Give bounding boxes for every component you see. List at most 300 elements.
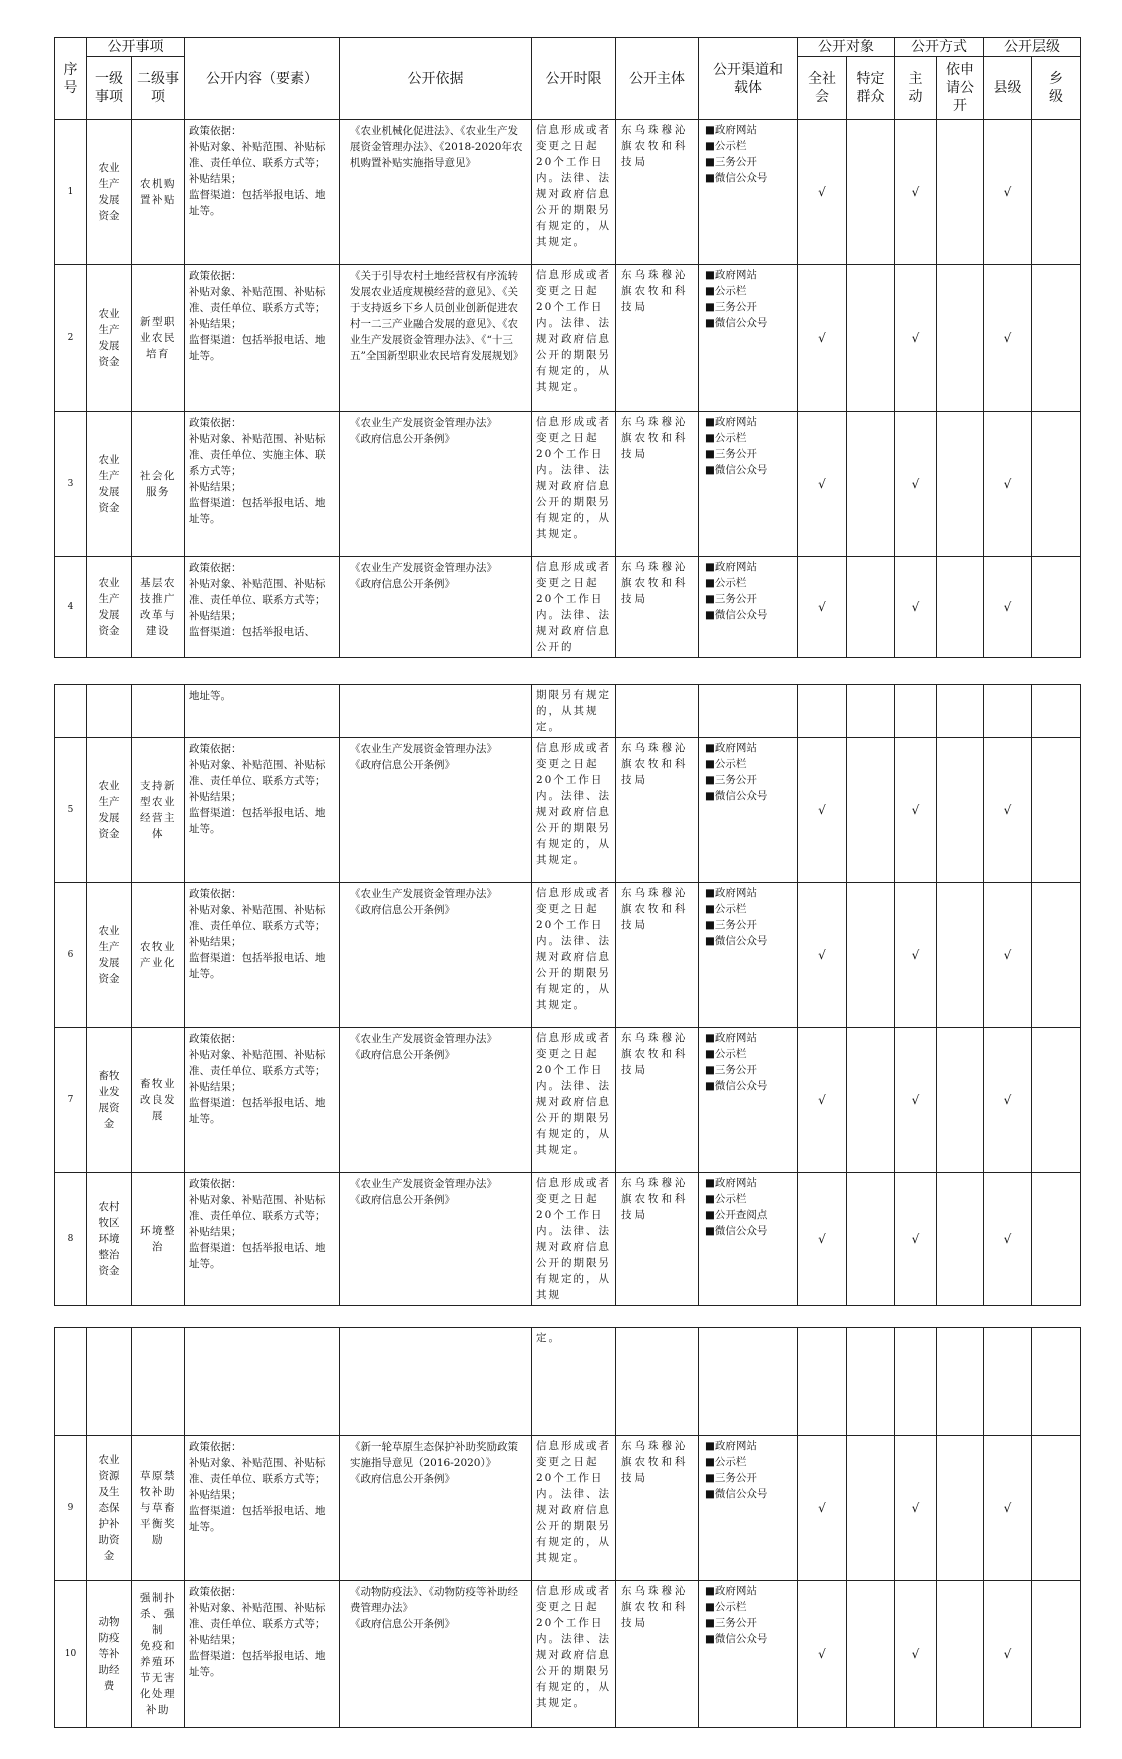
row-time-text: 信息形成或者变更之日起20个工作日内。法律、法规对政府信息公开的期限另有规定的，从其规定。	[536, 742, 611, 866]
check-township	[1032, 883, 1081, 1028]
row-basis	[340, 412, 532, 557]
check-all-society	[798, 120, 847, 265]
row-subject-text: 东乌珠穆沁旗农牧和科技局	[621, 124, 689, 168]
check-specific-group	[847, 412, 895, 557]
row-level2	[132, 265, 185, 412]
row-time	[532, 120, 616, 265]
content-line: 监督渠道：包括举报电话、地址等。	[189, 1242, 326, 1270]
content-line: 补贴结果；	[189, 1634, 242, 1646]
checkmark-icon: √	[818, 1093, 826, 1107]
table-row	[55, 120, 1081, 265]
row-seq-text: 9	[67, 1503, 74, 1513]
check-county	[984, 738, 1032, 883]
row-time-text: 信息形成或者变更之日起20个工作日内。法律、法规对政府信息公开的期限另有规定的，从其规定。	[536, 269, 611, 393]
checkmark-icon: √	[1003, 331, 1012, 345]
header-time: 公开时限	[532, 38, 616, 120]
content-line: 补贴对象、补贴范围、补贴标准、责任单位、联系方式等；	[189, 759, 326, 787]
channel-item: ■三务公开	[705, 156, 757, 168]
table-row	[55, 412, 1081, 557]
check-specific-group	[847, 883, 895, 1028]
row-time-text: 信息形成或者变更之日起20个工作日内。法律、法规对政府信息公开的期限另有规定的，从其规定。	[536, 1032, 611, 1156]
table-row	[55, 1173, 1081, 1306]
content-line: 政策依据：	[189, 743, 242, 755]
check-active	[895, 1581, 937, 1728]
check-county	[984, 120, 1032, 265]
check-all-society	[798, 1028, 847, 1173]
row-basis	[340, 557, 532, 658]
row-level1	[87, 1028, 132, 1173]
row-subject	[616, 1173, 699, 1306]
check-all-society	[798, 883, 847, 1028]
row-content	[185, 412, 340, 557]
row-level2-text: 环境整 治	[140, 1225, 176, 1253]
channel-item: ■公示栏	[705, 577, 747, 589]
row-level2-text: 草原禁 牧补助 与草畜 平衡奖 励	[140, 1470, 176, 1546]
row-level2-text: 新型职 业农民 培育	[140, 316, 176, 360]
channel-item: ■公示栏	[705, 285, 747, 297]
content-line: 监督渠道：包括举报电话、地址等。	[189, 189, 326, 217]
check-active	[895, 1028, 937, 1173]
channel-item: ■政府网站	[705, 269, 757, 281]
channel-item: ■三务公开	[705, 774, 757, 786]
row-channels	[699, 1028, 798, 1173]
row-channels	[699, 1436, 798, 1581]
check-county	[984, 1028, 1032, 1173]
check-all-society	[798, 557, 847, 658]
checkmark-icon: √	[1003, 477, 1012, 491]
check-on-request	[937, 557, 984, 658]
check-specific-group	[847, 265, 895, 412]
row-level2	[132, 738, 185, 883]
row-seq-text: 2	[67, 333, 74, 343]
row-basis	[340, 1028, 532, 1173]
check-active	[895, 265, 937, 412]
checkmark-icon: √	[1003, 1647, 1012, 1661]
row-time-text: 信息形成或者变更之日起20个工作日内。法律、法规对政府信息公开的期限另有规定的，从其规	[536, 1177, 611, 1301]
row-level2	[132, 1436, 185, 1581]
row-level1-text: 农村 牧区 环境 整治 资金	[98, 1201, 120, 1277]
content-line: 补贴结果；	[189, 610, 242, 622]
row-level1	[87, 412, 132, 557]
row-content	[185, 1028, 340, 1173]
check-on-request	[937, 1028, 984, 1173]
row-basis-text: 《新一轮草原生态保护补助奖励政策实施指导意见（2016-2020）》 《政府信息公开条例》	[350, 1441, 518, 1485]
checkmark-icon: √	[818, 948, 826, 962]
row-level1-text: 农业 生产 发展 资金	[98, 308, 120, 368]
check-county	[984, 1436, 1032, 1581]
checkmark-icon: √	[911, 477, 920, 491]
row-subject	[616, 883, 699, 1028]
channel-item: ■公示栏	[705, 432, 747, 444]
row-seq	[55, 1436, 87, 1581]
row-content	[185, 120, 340, 265]
row-channels	[699, 738, 798, 883]
row-level1	[87, 120, 132, 265]
table-row-continued	[55, 1328, 1081, 1436]
row-seq-text: 4	[67, 602, 74, 612]
checkmark-icon: √	[911, 331, 920, 345]
row-subject	[616, 1028, 699, 1173]
row-time	[532, 1028, 616, 1173]
row-subject	[616, 265, 699, 412]
row-time-text: 信息形成或者变更之日起20个工作日内。法律、法规对政府信息公开的	[536, 561, 611, 653]
row-seq	[55, 120, 87, 265]
row-seq	[55, 265, 87, 412]
content-line: 补贴对象、补贴范围、补贴标准、责任单位、联系方式等；	[189, 1194, 326, 1222]
header-active: 主 动	[895, 57, 937, 120]
row-time	[532, 1173, 616, 1306]
channel-item: ■政府网站	[705, 1440, 757, 1452]
checkmark-icon: √	[818, 803, 826, 817]
row-level1	[87, 1436, 132, 1581]
check-county	[984, 265, 1032, 412]
content-line: 补贴结果；	[189, 1489, 242, 1501]
content-line: 监督渠道：包括举报电话、地址等。	[189, 497, 326, 525]
row-seq-text: 7	[67, 1095, 74, 1105]
header-level1: 一级 事项	[87, 57, 132, 120]
row-time	[532, 265, 616, 412]
channel-item: ■三务公开	[705, 593, 757, 605]
checkmark-icon: √	[1003, 803, 1012, 817]
header-level2: 二级事 项	[132, 57, 185, 120]
content-line: 补贴对象、补贴范围、补贴标准、责任单位、联系方式等；	[189, 578, 326, 606]
channel-item: ■微信公众号	[705, 1080, 768, 1092]
table-row	[55, 265, 1081, 412]
channel-item: ■微信公众号	[705, 609, 768, 621]
row-time-text: 信息形成或者变更之日起20个工作日内。法律、法规对政府信息公开的期限另有规定的，从其规定。	[536, 416, 611, 540]
row-basis-text: 《农业机械化促进法》、《农业生产发展资金管理办法》、《2018-2020年农机购置补贴实施指导意见》	[350, 125, 523, 169]
check-township	[1032, 1028, 1081, 1173]
row-level2-text: 社会化 服务	[140, 470, 176, 498]
content-line: 补贴结果；	[189, 481, 242, 493]
content-line: 政策依据：	[189, 125, 242, 137]
header-level-group: 公开层级	[984, 38, 1081, 57]
header-method-group: 公开方式	[895, 38, 984, 57]
channel-item: ■微信公众号	[705, 172, 768, 184]
row-level2-text: 基层农 技推广 改革与 建设	[140, 577, 176, 637]
row-basis-text: 《动物防疫法》、《动物防疫等补助经费管理办法》 《政府信息公开条例》	[350, 1586, 518, 1630]
table-row	[55, 883, 1081, 1028]
row-seq	[55, 557, 87, 658]
channel-item: ■三务公开	[705, 301, 757, 313]
content-line: 补贴对象、补贴范围、补贴标准、责任单位、实施主体、联系方式等；	[189, 433, 326, 477]
row-level1-text: 农业 生产 发展 资金	[98, 454, 120, 514]
checkmark-icon: √	[1003, 1501, 1012, 1515]
row-channels	[699, 1173, 798, 1306]
row-seq-text: 8	[67, 1234, 74, 1244]
check-specific-group	[847, 1581, 895, 1728]
checkmark-icon: √	[1003, 185, 1012, 199]
row-seq	[55, 1028, 87, 1173]
content-line: 补贴结果；	[189, 318, 242, 330]
check-on-request	[937, 120, 984, 265]
row-basis-text: 《农业生产发展资金管理办法》 《政府信息公开条例》	[350, 562, 497, 590]
checkmark-icon: √	[911, 1093, 920, 1107]
row-channels	[699, 557, 798, 658]
row-basis-text: 《农业生产发展资金管理办法》 《政府信息公开条例》	[350, 1033, 497, 1061]
row-basis-text: 《农业生产发展资金管理办法》 《政府信息公开条例》	[350, 1178, 497, 1206]
channel-item: ■政府网站	[705, 1177, 757, 1189]
check-township	[1032, 412, 1081, 557]
content-line: 补贴对象、补贴范围、补贴标准、责任单位、联系方式等；	[189, 1049, 326, 1077]
row-seq	[55, 1173, 87, 1306]
channel-item: ■政府网站	[705, 561, 757, 573]
header-county: 县级	[984, 57, 1032, 120]
channel-item: ■微信公众号	[705, 790, 768, 802]
row-time-text: 信息形成或者变更之日起20个工作日内。法律、法规对政府信息公开的期限另有规定的，从其规定。	[536, 887, 611, 1011]
row-level1-text: 农业 生产 发展 资金	[98, 577, 120, 637]
content-continued: 地址等。	[185, 685, 340, 738]
row-level1	[87, 738, 132, 883]
checkmark-icon: √	[911, 803, 920, 817]
row-level1-text: 农业 生产 发展 资金	[98, 925, 120, 985]
row-seq-text: 10	[64, 1649, 77, 1659]
channel-item: ■三务公开	[705, 448, 757, 460]
content-line: 补贴对象、补贴范围、补贴标准、责任单位、联系方式等；	[189, 1457, 326, 1485]
check-on-request	[937, 883, 984, 1028]
checkmark-icon: √	[818, 600, 826, 614]
check-township	[1032, 120, 1081, 265]
row-level1-text: 畜牧 业发 展资 金	[98, 1070, 120, 1130]
check-all-society	[798, 1581, 847, 1728]
checkmark-icon: √	[911, 948, 920, 962]
row-basis	[340, 1173, 532, 1306]
channel-item: ■微信公众号	[705, 1225, 768, 1237]
check-all-society	[798, 1173, 847, 1306]
channel-item: ■公示栏	[705, 758, 747, 770]
check-on-request	[937, 1436, 984, 1581]
row-level1	[87, 883, 132, 1028]
table-row	[55, 738, 1081, 883]
check-township	[1032, 1173, 1081, 1306]
content-line: 监督渠道：包括举报电话、地址等。	[189, 1650, 326, 1678]
checkmark-icon: √	[818, 1501, 826, 1515]
checkmark-icon: √	[818, 331, 826, 345]
row-subject-text: 东乌珠穆沁旗农牧和科技局	[621, 1177, 689, 1221]
row-level2-text: 农牧业 产业化	[140, 941, 176, 969]
table-page-1	[54, 37, 1080, 658]
header-subject: 公开主体	[616, 38, 699, 120]
check-specific-group	[847, 1028, 895, 1173]
channel-item: ■公示栏	[705, 140, 747, 152]
row-seq	[55, 412, 87, 557]
checkmark-icon: √	[911, 600, 920, 614]
channel-item: ■微信公众号	[705, 1633, 768, 1645]
channel-item: ■三务公开	[705, 1064, 757, 1076]
header-seq: 序 号	[55, 38, 87, 120]
check-active	[895, 738, 937, 883]
table-page-2	[54, 684, 1080, 1306]
channel-item: ■政府网站	[705, 1032, 757, 1044]
row-content	[185, 1173, 340, 1306]
row-time	[532, 412, 616, 557]
disclosure-table	[54, 37, 1081, 658]
row-level2	[132, 1173, 185, 1306]
row-subject-text: 东乌珠穆沁旗农牧和科技局	[621, 561, 689, 605]
row-level2-text: 畜牧业 改良发 展	[140, 1078, 176, 1122]
checkmark-icon: √	[1003, 600, 1012, 614]
check-township	[1032, 738, 1081, 883]
table-row	[55, 557, 1081, 658]
row-content	[185, 883, 340, 1028]
row-channels	[699, 412, 798, 557]
check-on-request	[937, 1581, 984, 1728]
row-seq	[55, 1581, 87, 1728]
row-content	[185, 265, 340, 412]
content-line: 补贴对象、补贴范围、补贴标准、责任单位、联系方式等；	[189, 1602, 326, 1630]
table-row-continued	[55, 685, 1081, 738]
check-active	[895, 120, 937, 265]
content-line: 监督渠道：包括举报电话、地址等。	[189, 334, 326, 362]
check-specific-group	[847, 1173, 895, 1306]
header-township: 乡 级	[1032, 57, 1081, 120]
row-level2-text: 支持新 型农业 经营主 体	[140, 780, 176, 840]
content-line: 政策依据：	[189, 1441, 242, 1453]
row-time	[532, 883, 616, 1028]
row-channels	[699, 265, 798, 412]
content-line: 补贴对象、补贴范围、补贴标准、责任单位、联系方式等；	[189, 141, 326, 169]
row-seq-text: 3	[67, 479, 74, 489]
content-line: 政策依据：	[189, 888, 242, 900]
channel-item: ■三务公开	[705, 1472, 757, 1484]
check-specific-group	[847, 738, 895, 883]
row-subject-text: 东乌珠穆沁旗农牧和科技局	[621, 1585, 689, 1629]
row-subject-text: 东乌珠穆沁旗农牧和科技局	[621, 887, 689, 931]
checkmark-icon: √	[911, 1232, 920, 1246]
content-line: 监督渠道：包括举报电话、地址等。	[189, 1505, 326, 1533]
checkmark-icon: √	[1003, 1093, 1012, 1107]
channel-item: ■公示栏	[705, 1048, 747, 1060]
table-page-3	[54, 1327, 1080, 1728]
check-active	[895, 883, 937, 1028]
content-line: 补贴结果；	[189, 936, 242, 948]
checkmark-icon: √	[818, 1647, 826, 1661]
check-county	[984, 557, 1032, 658]
channel-item: ■政府网站	[705, 124, 757, 136]
row-subject-text: 东乌珠穆沁旗农牧和科技局	[621, 1440, 689, 1484]
row-seq	[55, 738, 87, 883]
row-subject	[616, 120, 699, 265]
channel-item: ■微信公众号	[705, 317, 768, 329]
content-line: 补贴结果；	[189, 791, 242, 803]
channel-item: ■政府网站	[705, 887, 757, 899]
row-subject-text: 东乌珠穆沁旗农牧和科技局	[621, 742, 689, 786]
content-line: 政策依据：	[189, 270, 242, 282]
row-level2-text: 农机购 置补贴	[140, 178, 176, 206]
check-active	[895, 412, 937, 557]
row-subject-text: 东乌珠穆沁旗农牧和科技局	[621, 1032, 689, 1076]
row-subject	[616, 1436, 699, 1581]
content-line: 补贴结果；	[189, 1226, 242, 1238]
checkmark-icon: √	[1003, 948, 1012, 962]
channel-item: ■公示栏	[705, 1456, 747, 1468]
check-on-request	[937, 1173, 984, 1306]
content-line: 政策依据：	[189, 1586, 242, 1598]
row-level1	[87, 265, 132, 412]
header-basis: 公开依据	[340, 38, 532, 120]
row-content	[185, 738, 340, 883]
channel-item: ■政府网站	[705, 1585, 757, 1597]
check-county	[984, 883, 1032, 1028]
row-level2	[132, 412, 185, 557]
row-seq-text: 5	[67, 805, 74, 815]
channel-item: ■三务公开	[705, 1617, 757, 1629]
row-seq	[55, 883, 87, 1028]
row-seq-text: 1	[67, 187, 74, 197]
row-subject-text: 东乌珠穆沁旗农牧和科技局	[621, 269, 689, 313]
check-on-request	[937, 412, 984, 557]
header-specific-group: 特定 群众	[847, 57, 895, 120]
channel-item: ■微信公众号	[705, 1488, 768, 1500]
content-line: 补贴对象、补贴范围、补贴标准、责任单位、联系方式等；	[189, 904, 326, 932]
row-level2	[132, 1581, 185, 1728]
row-basis	[340, 883, 532, 1028]
channel-item: ■政府网站	[705, 416, 757, 428]
check-county	[984, 1173, 1032, 1306]
check-active	[895, 1436, 937, 1581]
check-active	[895, 1173, 937, 1306]
row-level1-text: 农业 生产 发展 资金	[98, 162, 120, 222]
row-content	[185, 557, 340, 658]
row-level2	[132, 1028, 185, 1173]
header-all-society: 全社 会	[798, 57, 847, 120]
row-basis-text: 《农业生产发展资金管理办法》 《政府信息公开条例》	[350, 743, 497, 771]
row-level2	[132, 883, 185, 1028]
time-continued: 定。	[532, 1328, 616, 1436]
content-line: 政策依据：	[189, 562, 242, 574]
row-level1-text: 农业 资源 及生 态保 护补 助资 金	[98, 1454, 120, 1562]
channel-item: ■公开查阅点	[705, 1209, 768, 1221]
row-time-text: 信息形成或者变更之日起20个工作日内。法律、法规对政府信息公开的期限另有规定的，从其规定。	[536, 1440, 611, 1564]
check-all-society	[798, 1436, 847, 1581]
channel-item: ■微信公众号	[705, 935, 768, 947]
row-time	[532, 738, 616, 883]
checkmark-icon: √	[818, 477, 826, 491]
checkmark-icon: √	[911, 1647, 920, 1661]
check-active	[895, 557, 937, 658]
check-on-request	[937, 265, 984, 412]
row-channels	[699, 883, 798, 1028]
row-subject	[616, 557, 699, 658]
content-line: 监督渠道：包括举报电话、地址等。	[189, 1097, 326, 1125]
row-level1-text: 农业 生产 发展 资金	[98, 780, 120, 840]
row-time-text: 信息形成或者变更之日起20个工作日内。法律、法规对政府信息公开的期限另有规定的，从其规定。	[536, 124, 611, 248]
row-level1	[87, 1581, 132, 1728]
row-time	[532, 1581, 616, 1728]
check-specific-group	[847, 557, 895, 658]
row-basis-text: 《关于引导农村土地经营权有序流转发展农业适度规模经营的意见》、《关于支持返乡下乡人员创业创新促进农村一二三产业融合发展的意见》、《农业生产发展资金管理办法》、《“十三五”全国新型职业农民培育发展规划》	[350, 270, 524, 362]
content-line: 监督渠道：包括举报电话、地址等。	[189, 807, 326, 835]
checkmark-icon: √	[818, 1232, 826, 1246]
content-line: 政策依据：	[189, 1033, 242, 1045]
check-all-society	[798, 412, 847, 557]
check-on-request	[937, 738, 984, 883]
header-channel: 公开渠道和 载体	[699, 38, 798, 120]
check-township	[1032, 265, 1081, 412]
checkmark-icon: √	[911, 1501, 920, 1515]
row-subject-text: 东乌珠穆沁旗农牧和科技局	[621, 416, 689, 460]
row-basis	[340, 120, 532, 265]
header-object-group: 公开对象	[798, 38, 895, 57]
content-line: 补贴对象、补贴范围、补贴标准、责任单位、联系方式等；	[189, 286, 326, 314]
row-channels	[699, 1581, 798, 1728]
check-county	[984, 1581, 1032, 1728]
row-basis-text: 《农业生产发展资金管理办法》 《政府信息公开条例》	[350, 888, 497, 916]
channel-item: ■公示栏	[705, 1601, 747, 1613]
table-row	[55, 1028, 1081, 1173]
row-level2-text: 强制扑 杀、强制 免疫和 养殖环 节无害 化处理 补助	[140, 1592, 176, 1716]
row-subject	[616, 412, 699, 557]
